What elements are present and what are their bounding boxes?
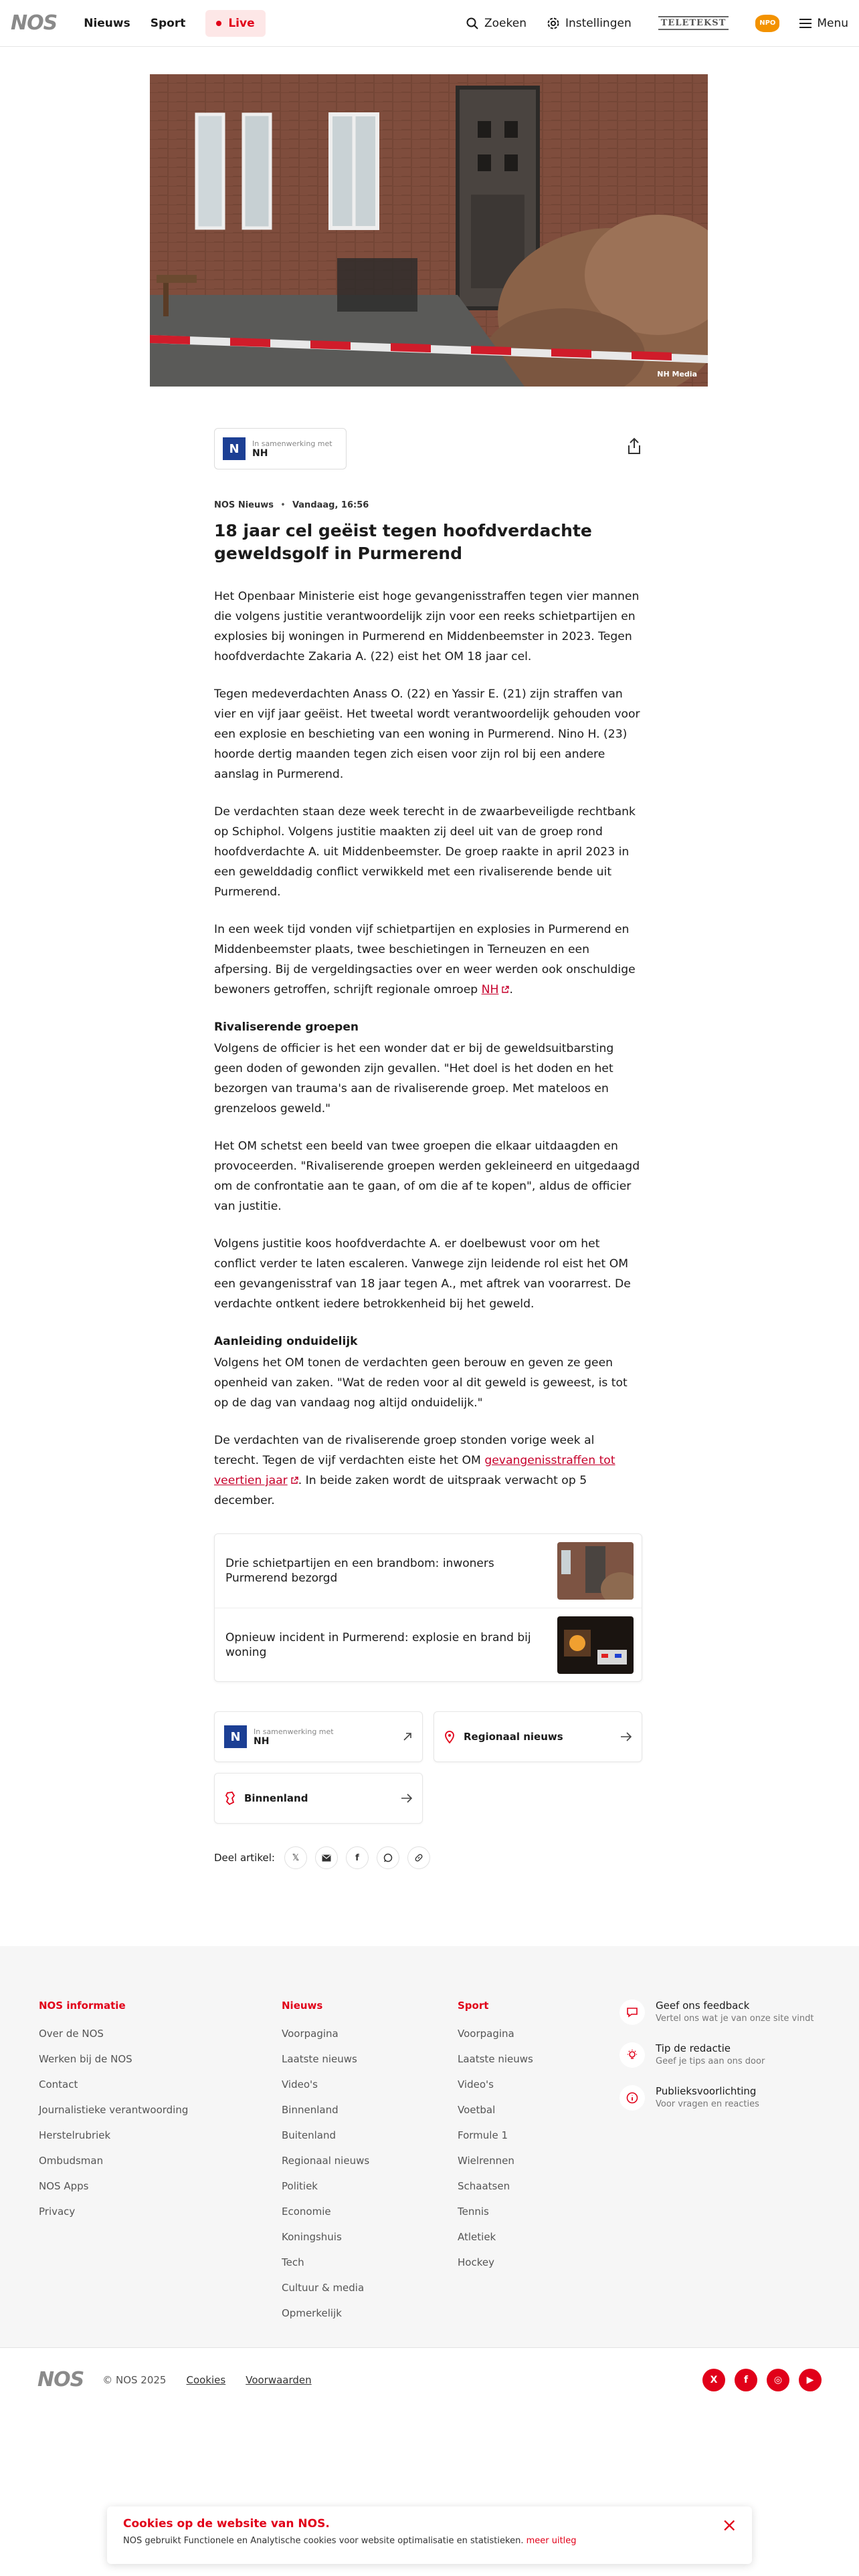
terms-link[interactable]: Voorwaarden [246,2373,312,2386]
footer-col-sport [458,2000,533,2275]
article-title: 18 jaar cel geëist tegen hoofdverdachte geweldsgolf in Purmerend [214,521,592,563]
paragraph-text: In een week tijd vonden vijf schietpartijen en explosies in Purmerend en Middenbeemster plaats, twee beschietingen in Terneuzen en een afpersing. Bij de vergeldingsacties over en weer werden ook onschuldige bewoners getroffen, schrijft regionale omroep [214,923,636,996]
article-source: NOS Nieuws [214,500,274,510]
related-thumbnail [557,1542,634,1600]
footer-link[interactable]: Formule 1 [458,2129,508,2141]
footer-link[interactable]: Atletiek [458,2231,496,2243]
footer-link[interactable]: Wielrennen [458,2155,514,2167]
related-article[interactable] [215,1608,642,1681]
tag-regionaal-nieuws[interactable] [434,1711,642,1762]
teletekst-link[interactable]: TELETEKST [658,16,729,30]
map-pin-icon [444,1730,456,1743]
footer-link[interactable]: Politiek [282,2180,318,2192]
footer-link[interactable]: Koningshuis [282,2231,342,2243]
footer-link[interactable]: Economie [282,2206,331,2218]
nh-logo-icon: N [224,1725,247,1748]
top-navigation [0,0,859,47]
paragraph-end: . [509,983,513,996]
share-x-button[interactable] [284,1846,307,1869]
article-paragraph: Het Openbaar Ministerie eist hoge gevangenisstraffen tegen vier mannen die volgens justitie verantwoordelijk zijn voor een reeks schietpartijen en explosies bij woningen in Purmerend en Middenbeemster in 2023. Tegen hoofdverdachte Zakaria A. (22) eist het OM 18 jaar cel. [214,590,640,663]
menu-label: Menu [817,16,848,30]
related-title: Opnieuw incident in Purmerend: explosie en brand bij woning [225,1630,531,1659]
footer [0,1946,859,2347]
subheading-rivaliserende: Rivaliserende groepen [214,1021,359,1034]
tip-title: Tip de redactie [656,2042,731,2054]
footer-link[interactable]: Binnenland [282,2104,339,2116]
facebook-icon: f [355,1852,359,1863]
search-label: Zoeken [484,16,527,30]
footer-link[interactable]: Cultuur & media [282,2282,365,2294]
tag-binnenland[interactable] [214,1773,423,1824]
footer-link[interactable]: Voorpagina [282,2028,339,2040]
nav-link-sport[interactable]: Sport [150,16,186,30]
live-button[interactable] [205,10,265,37]
footer-link[interactable]: Voorpagina [458,2028,514,2040]
related-articles [214,1533,642,1682]
footer-link[interactable]: Herstelrubriek [39,2129,111,2141]
footer-bottom [0,2347,859,2411]
tag-label: Binnenland [244,1792,308,1804]
social-links [693,2369,822,2391]
footer-link[interactable]: Privacy [39,2206,76,2218]
close-icon[interactable]: × [721,2514,737,2536]
share-button[interactable] [626,437,642,457]
external-arrow-icon [402,1731,413,1742]
settings-label: Instellingen [565,16,632,30]
nos-logo[interactable]: NOS [11,11,58,35]
article-paragraph: De verdachten staan deze week terecht in de zwaarbeveiligde rechtbank op Schiphol. Volgens justitie maakten zij deel uit van de groep rond hoofdverdachte A. uit Middenbeemster. De groep raakte in april 2023 in een gewelddadig conflict verwikkeld met een rivaliserende bende uit Purmerend. [214,805,636,899]
footer-link[interactable]: Over de NOS [39,2028,104,2040]
live-dot-icon [216,21,221,26]
article-paragraph: Volgens het OM tonen de verdachten geen berouw en geven ze geen openheid van zaken. "Wat de reden voor al dit geweld is geweest, is tot op de dag van vandaag nog altijd onduidelijk." [214,1356,628,1410]
x-icon: 𝕏 [292,1852,300,1863]
tag-label: Regionaal nieuws [464,1731,563,1743]
related-article[interactable] [215,1534,642,1608]
photo-credit: NH Media [657,370,697,379]
npo-logo[interactable]: NPO [755,15,779,32]
facebook-social-button[interactable]: f [735,2369,757,2391]
mail-icon [322,1854,331,1862]
cookie-text: NOS gebruikt Functionele en Analytische cookies voor website optimalisatie en statistieken. [123,2536,527,2546]
partner-prefix: In samenwerking met [252,439,332,448]
footer-link[interactable]: Werken bij de NOS [39,2053,132,2065]
door-thumbnail-image [557,1542,634,1600]
meta-separator: • [280,500,286,510]
publieksvoorlichting-link[interactable] [619,2085,827,2111]
hero-image [150,74,708,387]
tag-nh-name: NH [254,1735,270,1747]
footer-link[interactable]: Voetbal [458,2104,496,2116]
footer-link[interactable]: Laatste nieuws [282,2053,357,2065]
x-social-button[interactable]: X [702,2369,725,2391]
nav-link-nieuws[interactable]: Nieuws [84,16,130,30]
partner-name: NH [252,447,268,459]
chat-icon [626,2007,638,2018]
footer-heading: Nieuws [282,2000,323,2012]
info-icon-wrap [619,2085,645,2111]
arrow-right-icon [620,1732,632,1741]
topic-tags [214,1711,642,1824]
voorlichting-title: Publieksvoorlichting [656,2085,757,2097]
article-paragraph: Volgens de officier is het een wonder dat er bij de geweldsuitbarsting geen doden of gewonden zijn gevallen. "Het doel is het doden en het bezorgen van trauma's aan de rivaliserende groep. Met mateloos en grenzeloos geweld." [214,1042,614,1115]
related-thumbnail [557,1616,634,1674]
share-icon [626,437,642,455]
feedback-title: Geef ons feedback [656,2000,750,2012]
footer-link[interactable]: Buitenland [282,2129,336,2141]
footer-link[interactable]: Video's [458,2078,494,2090]
nav-right [446,15,848,32]
footer-heading: NOS informatie [39,2000,126,2012]
footer-link[interactable]: Contact [39,2078,78,2090]
whatsapp-icon [383,1853,393,1862]
footer-link[interactable]: Opmerkelijk [282,2307,342,2319]
share-facebook-button[interactable] [346,1846,369,1869]
article [214,428,642,1869]
partner-badge[interactable] [214,428,347,469]
tip-icon-wrap [619,2042,645,2068]
footer-nos-logo[interactable]: NOS [37,2368,84,2391]
night-fire-thumbnail-image [557,1616,634,1674]
article-paragraph: Tegen medeverdachten Anass O. (22) en Yassir E. (21) zijn straffen van vier en vijf jaar geëist. Het tweetal wordt verantwoordelijk gehouden voor een explosie en beschieting van een woning in Purmerend. Nino H. (23) hoorde dertig maanden tegen zich eisen voor zijn rol bij een andere aanslag in Purmerend. [214,687,640,781]
footer-link[interactable]: Laatste nieuws [458,2053,533,2065]
footer-link[interactable]: Video's [282,2078,318,2090]
info-icon [626,2092,638,2104]
share-mail-button[interactable] [315,1846,338,1869]
article-time: Vandaag, 16:56 [292,500,369,510]
article-paragraph [214,1430,642,1511]
arrow-right-icon [401,1794,413,1803]
external-link-icon [290,1477,298,1485]
youtube-social-button[interactable]: ▶ [799,2369,822,2391]
footer-link[interactable]: NOS Apps [39,2180,89,2192]
copyright: © NOS 2025 [102,2373,167,2386]
nh-external-link[interactable]: NH [481,983,499,996]
footer-col-info [39,2000,188,2224]
footer-link[interactable]: Tennis [458,2206,489,2218]
article-paragraph [214,920,642,1000]
footer-link[interactable]: Tech [282,2256,304,2268]
footer-link[interactable]: Journalistieke verantwoording [39,2104,189,2116]
gear-icon [547,17,560,30]
footer-link[interactable]: Schaatsen [458,2180,510,2192]
share-label: Deel artikel: [214,1852,275,1864]
link-icon [414,1853,423,1862]
related-title: Drie schietpartijen en een brandbom: inwoners Purmerend bezorgd [225,1557,494,1585]
settings-button[interactable] [547,17,632,30]
footer-col-nieuws [282,2000,369,2326]
footer-link[interactable]: Hockey [458,2256,494,2268]
menu-button[interactable] [799,17,848,30]
feedback-link[interactable] [619,2000,827,2025]
tag-nh-prefix: In samenwerking met [254,1727,334,1736]
article-meta [214,500,642,510]
live-label: Live [228,16,255,30]
cookie-text-wrap [123,2536,736,2546]
hamburger-icon [799,18,812,29]
tag-nh[interactable] [214,1711,423,1762]
tip-link[interactable] [619,2042,827,2068]
feedback-sub: Vertel ons wat je van onze site vindt [656,2014,814,2024]
footer-link[interactable]: Regionaal nieuws [282,2155,370,2167]
nh-logo-icon: N [223,437,246,460]
footer-feedback [619,2000,827,2128]
cookie-more-link[interactable]: meer uitleg [526,2536,577,2546]
footer-heading: Sport [458,2000,489,2012]
external-link-icon [501,986,509,994]
instagram-social-button[interactable]: ◎ [767,2369,789,2391]
copy-link-button[interactable] [407,1846,430,1869]
tip-sub: Geef je tips aan ons door [656,2056,765,2066]
netherlands-icon [224,1792,236,1805]
lightbulb-icon [626,2049,638,2061]
footer-link[interactable]: Ombudsman [39,2155,104,2167]
search-button[interactable] [466,17,527,30]
burned-door-photo [150,74,708,387]
paragraph-end: . In beide zaken wordt de uitspraak verwacht op 5 december. [214,1474,587,1507]
article-paragraph: Het OM schetst een beeld van twee groepen die elkaar uitdaagden en provoceerden. "Rivaliserende groepen werden gekleineerd en uitgedaagd om de confrontatie aan te gaan, of om die af te kopen", aldus de officier van justitie. [214,1140,640,1213]
gevangenisstraffen-external-link[interactable]: gevangenisstraffen tot veertien jaar [214,1454,615,1487]
cookie-banner [107,2506,752,2564]
share-row [214,1846,642,1869]
search-icon [466,17,479,30]
article-paragraph: Volgens justitie koos hoofdverdachte A. er doelbewust voor om het conflict verder te laten escaleren. Vanwege zijn leidende rol eist het OM een gevangenisstraf van 18 jaar tegen A., met aftrek van voorarrest. De verdachte ontkent iedere betrokkenheid bij het geweld. [214,1237,631,1311]
subheading-aanleiding: Aanleiding onduidelijk [214,1335,358,1348]
feedback-icon-wrap [619,2000,645,2025]
paragraph-text: De verdachten van de rivaliserende groep stonden vorige week al terecht. Tegen de vijf verdachten eiste het OM [214,1434,595,1467]
share-whatsapp-button[interactable] [377,1846,399,1869]
cookie-title: Cookies op de website van NOS. [123,2517,330,2531]
voorlichting-sub: Voor vragen en reacties [656,2099,759,2109]
cookies-link[interactable]: Cookies [186,2373,226,2386]
